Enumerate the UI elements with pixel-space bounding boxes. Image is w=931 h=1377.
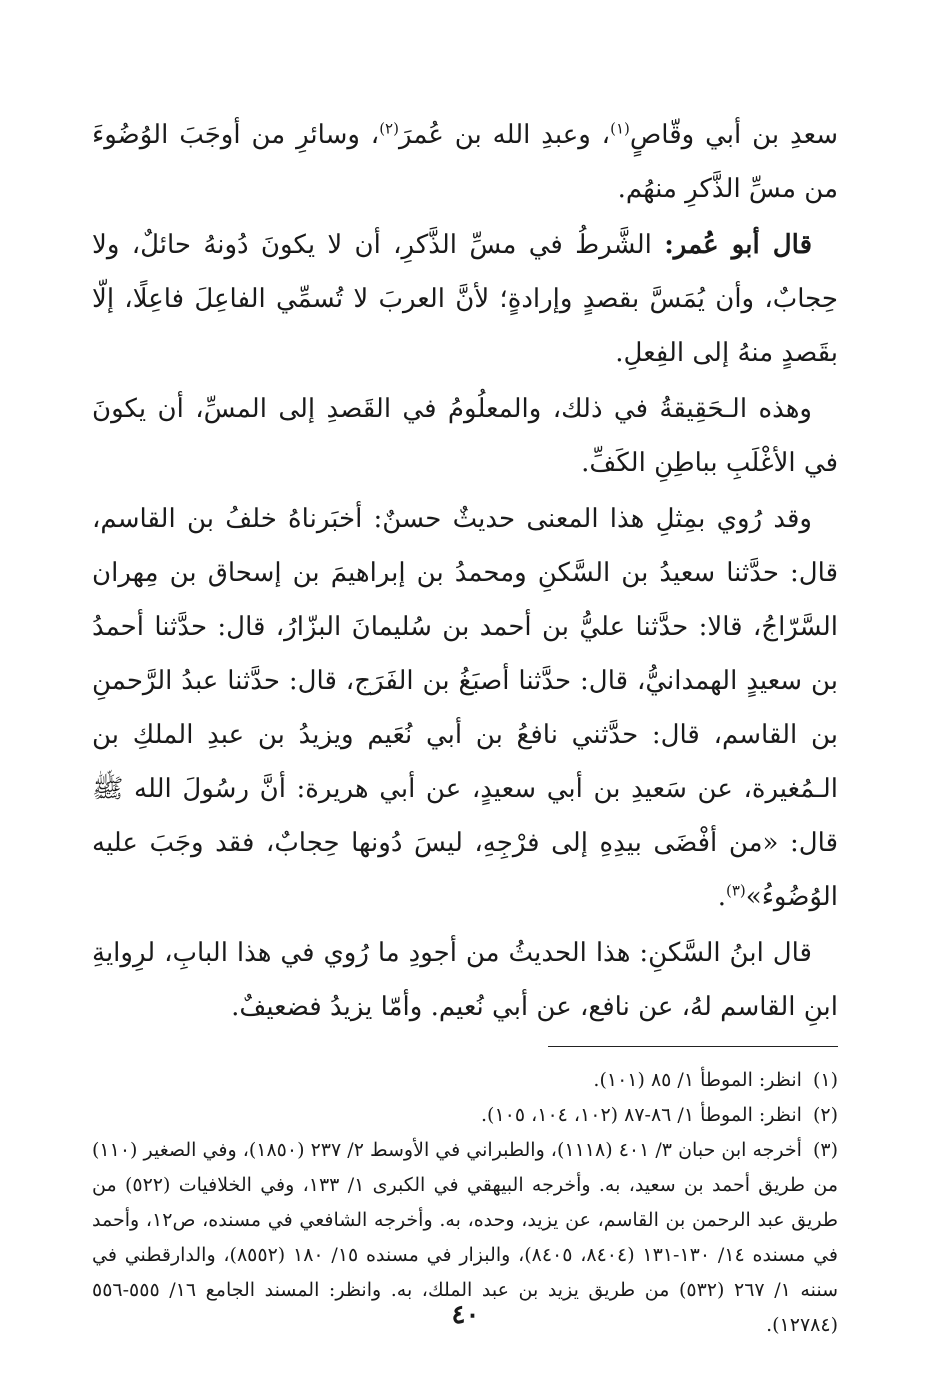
paragraph-3-text: وهذه الـحَقِيقةُ في ذلك، والمعلُومُ في القَصدِ إلى المسِّ، أن يكونَ في الأغْلَبِ بباطِنِ الكَفِّ. (92, 394, 838, 478)
footnote-1-number: (١) (812, 1069, 838, 1091)
paragraph-2-text: الشَّرطُ في مسِّ الذَّكرِ، أن لا يكونَ دُونهُ حائلٌ، ولا حِجابٌ، وأن يُمَسَّ بقصدٍ وإرادةٍ؛ لأنَّ العربَ لا تُسمِّي الفاعِلَ فاعِلًا، إلّا بقَصدٍ منهُ إلى الفِعلِ. (92, 230, 838, 368)
speaker-label: قال أبو عُمر: (664, 230, 813, 260)
footnote-3-text: أخرجه ابن حبان ٣/ ٤٠١ (١١١٨)، والطبراني في الأوسط ٢/ ٢٣٧ (١٨٥٠)، وفي الصغير (١١٠) من طريق أحمد بن سعيد، به. وأخرجه البيهقي في الكبرى ١/ ١٣٣، وفي الخلافيات (٥٢٢) من طريق عبد الرحمن بن القاسم، عن يزيد، وحده، به. وأخرجه الشافعي في مسنده، ص١٢، وأحمد في مسنده ١٤/ ١٣٠-١٣١ (٨٤٠٤، ٨٤٠٥)، والبزار في مسنده ١٥/ ١٨٠ (٨٥٥٢)، والدارقطني في سننه ١/ ٢٦٧ (٥٣٢) من طريق يزيد بن عبد الملك، به. وانظر: المسند الجامع ١٦/ ٥٥٥-٥٥٦ (١٢٧٨٤). (92, 1139, 839, 1336)
footnote-2 (92, 1098, 838, 1133)
paragraph-5-text: قال ابنُ السَّكنِ: هذا الحديثُ من أجودِ ما رُوي في هذا البابِ، لرِوايةِ ابنِ القاسم لهُ، عن نافع، عن أبي نُعيم. وأمّا يزيدُ فضعيفٌ. (92, 938, 838, 1022)
footnote-separator (548, 1046, 838, 1047)
paragraph-1-text-b: ، وعبدِ الله بن عُمرَ (398, 120, 611, 150)
footnote-ref-2[interactable]: (٢) (379, 119, 399, 138)
footnote-ref-1[interactable]: (١) (610, 119, 630, 138)
paragraph-1-text-c: ، وسائرِ من أوجَبَ الوُضُوءَ من مسِّ الذَّكرِ منهُم. (92, 120, 838, 204)
page-content (92, 108, 838, 1343)
footnote-ref-3[interactable]: (٣) (726, 881, 746, 900)
footnote-3-number: (٣) (812, 1139, 839, 1161)
paragraph-2 (92, 218, 838, 380)
page-number: ٤٠ (451, 1300, 480, 1330)
paragraph-1 (92, 108, 838, 216)
paragraph-5 (92, 926, 838, 1034)
main-text (92, 108, 838, 1034)
paragraph-3 (92, 382, 838, 490)
footnote-2-number: (٢) (812, 1104, 838, 1126)
paragraph-1-text-a: سعدِ بن أبي وقّاصٍ (629, 120, 838, 150)
paragraph-4 (92, 492, 838, 924)
footnote-1 (92, 1063, 838, 1098)
paragraph-4-end: . (717, 882, 726, 912)
footnote-2-text: انظر: الموطأ ١/ ٨٦-٨٧ (١٠٢، ١٠٤، ١٠٥). (480, 1104, 802, 1126)
paragraph-4-text: وقد رُوي بمِثلِ هذا المعنى حديثٌ حسنٌ: أخبَرناهُ خلفُ بن القاسم، قال: حدَّثنا سعيدُ بن السَّكنِ ومحمدُ بن إبراهيمَ بن إسحاق بن مِهران السَّرّاجُ، قالا: حدَّثنا عليُّ بن أحمد بن سُليمانَ البزّارُ، قال: حدَّثنا أحمدُ بن سعيدٍ الهمدانيُّ، قال: حدَّثنا أصبَغُ بن الفَرَج، قال: حدَّثنا عبدُ الرَّحمنِ بن القاسم، قال: حدَّثني نافعُ بن أبي نُعَيم ويزيدُ بن عبدِ الملكِ بن الـمُغيرة، عن سَعيدِ بن أبي سعيدٍ، عن أبي هريرة: أنَّ رسُولَ الله ﷺ قال: «من أفْضَى بيدِهِ إلى فرْجِهِ، ليسَ دُونها حِجابٌ، فقد وجَبَ عليه الوُضُوءُ» (92, 504, 838, 912)
footnote-1-text: انظر: الموطأ ١/ ٨٥ (١٠١). (593, 1069, 802, 1091)
